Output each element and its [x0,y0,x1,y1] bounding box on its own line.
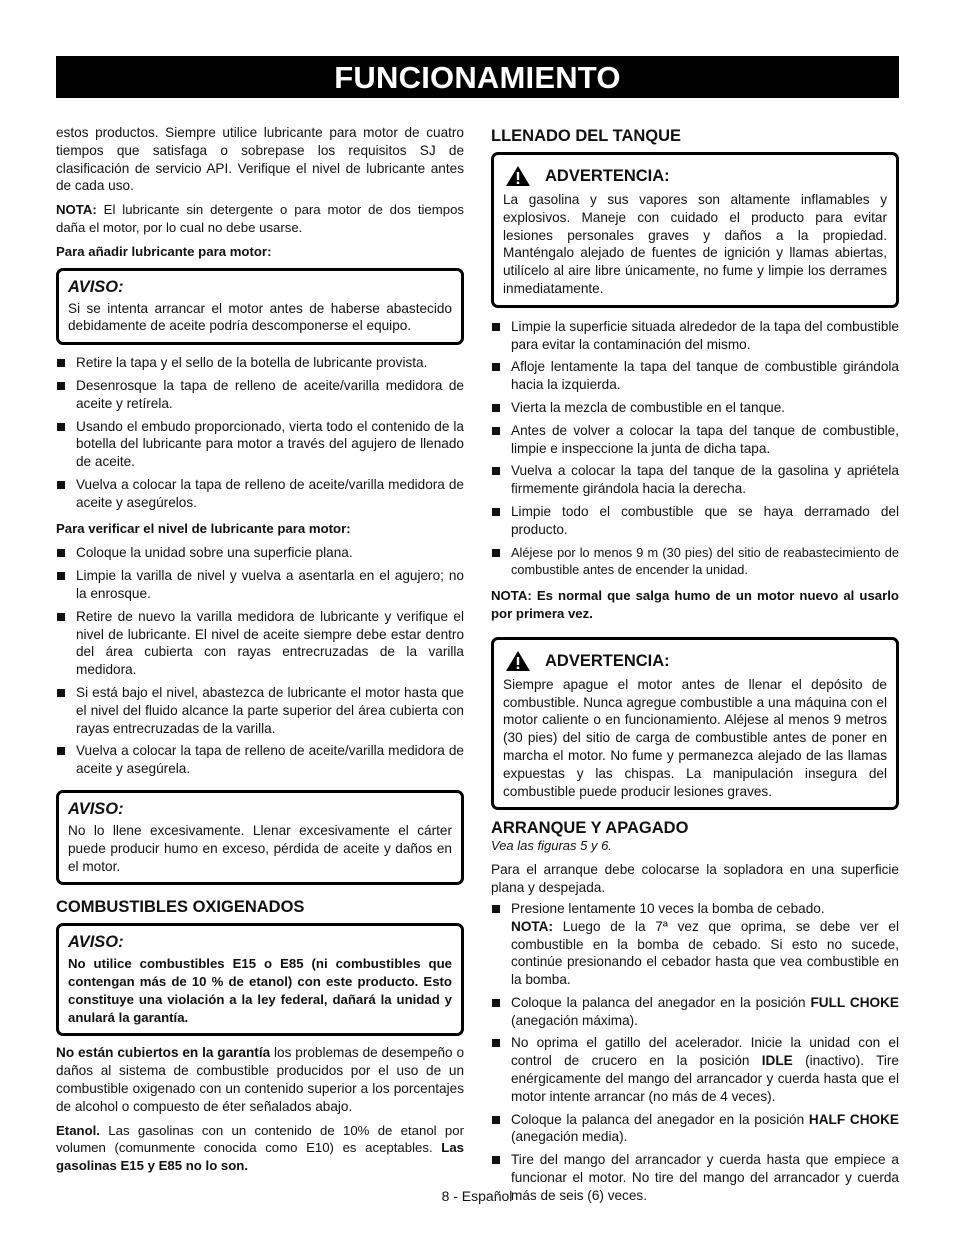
aviso-box-overfill [56,790,464,885]
list-item: Limpie la superficie situada alrededor de la tapa del combustible para evitar la contaminación del mismo. [491,318,899,354]
ethanol-bold: Las gasolinas E15 y E85 no lo son. [56,1140,464,1174]
warning-title: ADVERTENCIA: [545,651,670,670]
half-choke-label: HALF CHOKE [808,1111,899,1127]
list-item [491,1034,899,1105]
aviso-title: AVISO: [68,799,124,818]
aviso-text: No lo llene excesivamente. Llenar excesivamente el cárter puede producir humo en exceso, pérdida de aceite y daños en el motor. [68,822,452,874]
list-item: Limpie todo el combustible que se haya derramado del producto. [491,503,899,539]
list-item: Tire del mango del arrancador y cuerda hasta que empiece a funcionar el motor. No tire del mango del arrancador y cuerda más de seis (6) veces. [491,1151,899,1204]
warning-text: La gasolina y sus vapores son altamente inflamables y explosivos. Maneje con cuidado el producto para evitar lesiones personales graves y daños a la propiedad. Manténgalo alejado de fuentes de ignición y llamas abiertas, utilícelo al aire libre únicamente, no fume y limpie los derrames inmediatamente. [503,192,887,296]
warning-triangle-icon [505,650,531,672]
right-column [491,126,899,1213]
page-number: 8 - Español [441,1188,513,1204]
warning-box-gasoline [491,152,899,308]
list-item: Vuelva a colocar la tapa de relleno de aceite/varilla medidora de aceite y asegúrelos. [56,476,464,512]
warning-text: Siempre apague el motor antes de llenar el depósito de combustible. Nunca agregue combustible a una máquina con el motor caliente o en funcionamiento. Aléjese al menos 9 metros (30 pies) del sitio de carga de combustible antes de poner en marcha el motor. No fume y permanezca alejado de las llamas expuestas y las chispas. La manipulación insegura del combustible puede producir lesiones graves. [503,676,887,799]
heading-fill-tank: LLENADO DEL TANQUE [491,127,682,145]
aviso-title: AVISO: [68,277,124,296]
step-text: Coloque la palanca del anegador en la posición [511,994,811,1010]
ethanol-text: Las gasolinas con un contenido de 10% de etanol por volumen (comunmente conocida como E10) es aceptables. [56,1122,464,1156]
aviso-title: AVISO: [68,933,124,952]
start-list [491,900,899,1205]
aviso-text: No utilice combustibles E15 o E85 (ni combustibles que contengan más de 10 % de etanol) con este producto. Esto constituye una violación a la ley federal, dañará la unidad y anulará la garantía. [68,956,452,1025]
idle-label: IDLE [761,1053,793,1069]
list-item: Limpie la varilla de nivel y vuelva a asentarla en el agujero; no la enrosque. [56,567,464,603]
list-item: Retire la tapa y el sello de la botella de lubricante provista. [56,354,464,372]
subheading-add-oil: Para añadir lubricante para motor: [56,243,272,259]
list-item: Vuelva a colocar la tapa del tanque de la gasolina y apriétela firmemente girándola hacia la derecha. [491,462,899,498]
list-item [491,1111,899,1147]
heading-start-stop: ARRANQUE Y APAGADO [491,819,689,838]
heading-oxygenated-fuels: COMBUSTIBLES OXIGENADOS [56,898,305,917]
list-item [491,900,899,989]
add-oil-list [56,354,464,511]
list-item: Afloje lentamente la tapa del tanque de combustible girándola hacia la izquierda. [491,358,899,394]
left-column [56,124,464,1181]
warranty-paragraph [56,1044,464,1115]
nota-paragraph [56,201,464,237]
aviso-box-ethanol [56,923,464,1036]
step-note [511,918,899,989]
step-text: (inactivo). Tire enérgicamente del mango del arrancador y cuerda hasta que el motor intente arrancar (no más de 4 veces). [511,1053,899,1104]
warning-box-refuel [491,637,899,811]
list-item: Desenrosque la tapa de relleno de aceite/varilla medidora de aceite y retírela. [56,377,464,413]
warning-title: ADVERTENCIA: [545,167,670,185]
warning-triangle-icon [505,165,531,187]
ethanol-paragraph [56,1122,464,1175]
warranty-bold: No están cubiertos en la garantía [56,1045,271,1061]
nota-label: NOTA: [511,918,554,934]
step-text: (anegación media). [511,1129,628,1145]
fill-tank-list [491,318,899,579]
figures-reference: Vea las figuras 5 y 6. [491,838,612,854]
list-item [491,994,899,1030]
nota-label: NOTA: [56,202,97,218]
start-intro: Para el arranque debe colocarse la sopladora en una superficie plana y despejada. [491,862,899,896]
warranty-text: los problemas de desempeño o daños al sistema de combustible producidos por el uso de un combustible oxigenado con un contenido superior a los porcentajes de alcohol o compuesto de éter señalados abajo. [56,1045,464,1114]
step-text: Presione lentamente 10 veces la bomba de cebado. [511,900,825,916]
list-item: Aléjese por lo menos 9 m (30 pies) del sitio de reabastecimiento de combustible antes de encender la unidad. [491,544,899,580]
check-oil-list [56,544,464,778]
nota-text: El lubricante sin detergente o para motor de dos tiempos daña el motor, por lo cual no debe usarse. [56,202,464,235]
ethanol-label: Etanol. [56,1122,100,1138]
list-item: Coloque la unidad sobre una superficie plana. [56,544,464,562]
step-text: No oprima el gatillo del acelerador. Inicie la unidad con el control de crucero en la posición [511,1035,899,1069]
full-choke-label: FULL CHOKE [810,994,899,1010]
intro-paragraph: estos productos. Siempre utilice lubricante para motor de cuatro tiempos que satisfaga o sobrepase los requisitos SJ de clasificación de servicio API. Verifique el nivel de lubricante antes de cada uso. [56,125,464,194]
aviso-box-oil [56,268,464,346]
nota-text: Luego de la 7ª vez que oprima, se debe ver el combustible en la bomba de cebado. Si esto no sucede, continúe presionando el cebador hasta que vea combustible en la bomba. [511,918,899,988]
page-title: FUNCIONAMIENTO [56,56,899,98]
aviso-text: Si se intenta arrancar el motor antes de haberse abastecido debidamente de aceite podría descomponerse el equipo. [68,300,452,334]
list-item: Vierta la mezcla de combustible en el tanque. [491,399,899,417]
step-text: (anegación máxima). [511,1012,638,1028]
smoke-note: NOTA: Es normal que salga humo de un motor nuevo al usarlo por primera vez. [491,588,899,621]
step-text: Coloque la palanca del anegador en la posición [511,1111,809,1127]
list-item: Si está bajo el nivel, abastezca de lubricante el motor hasta que el nivel del fluido alcance la parte superior del área cubierta con rayas entrecruzadas de la varilla. [56,684,464,737]
list-item: Antes de volver a colocar la tapa del tanque de combustible, limpie e inspeccione la junta de dicha tapa. [491,422,899,458]
list-item: Retire de nuevo la varilla medidora de lubricante y verifique el nivel de lubricante. El nivel de aceite siempre debe estar dentro del área cubierta con rayas entrecruzadas de la varilla medidora. [56,608,464,679]
list-item: Vuelva a colocar la tapa de relleno de aceite/varilla medidora de aceite y asegúrela. [56,742,464,778]
list-item: Usando el embudo proporcionado, vierta todo el contenido de la botella del lubricante para motor a través del agujero de llenado de aceite. [56,418,464,471]
subheading-check-oil: Para verificar el nivel de lubricante para motor: [56,520,351,536]
